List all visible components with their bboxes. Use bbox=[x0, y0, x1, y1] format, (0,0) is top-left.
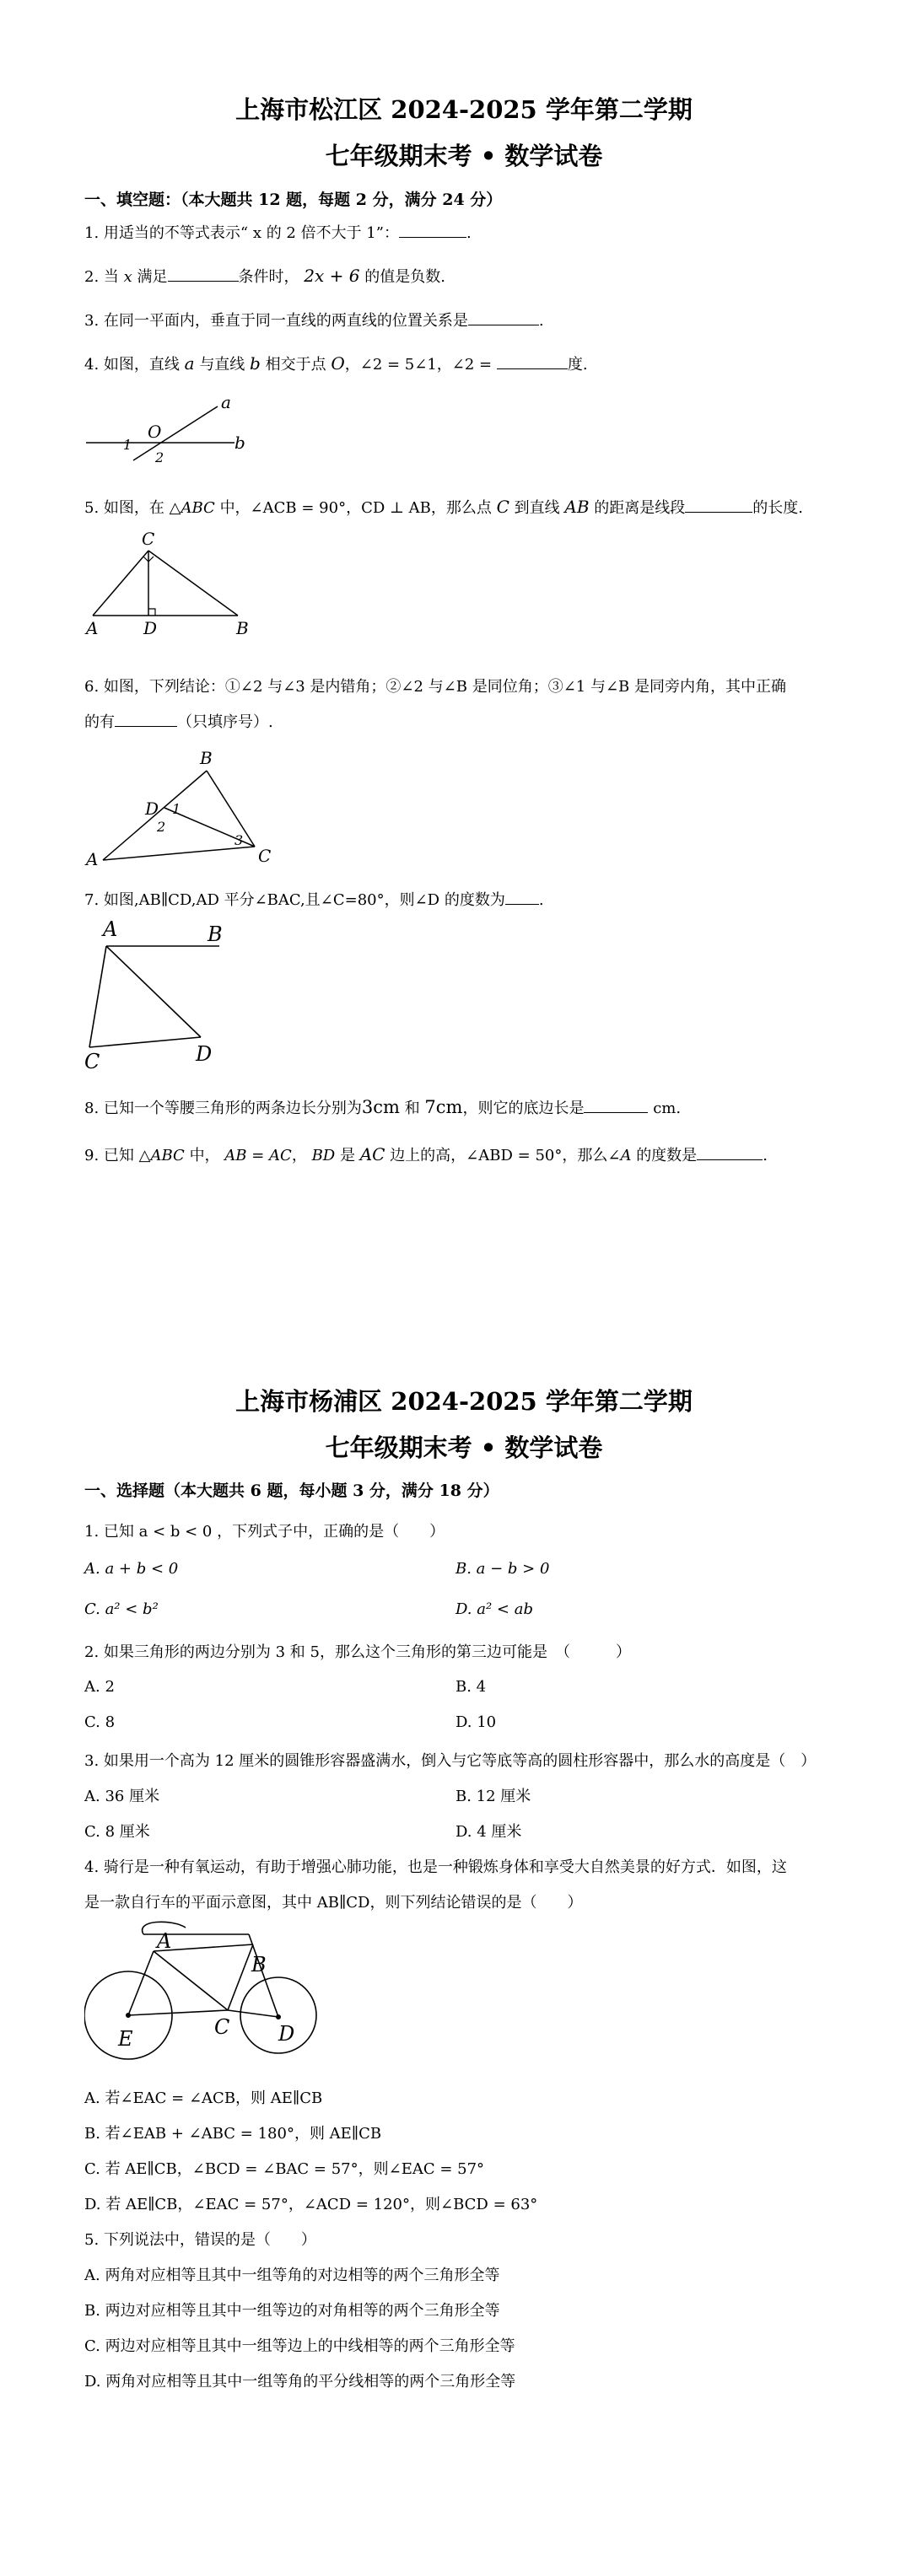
exam-title: 上海市松江区 2024-2025 学年第二学期 bbox=[235, 95, 693, 124]
fig6-label-3: 3 bbox=[234, 832, 244, 848]
fig6-label-2: 2 bbox=[157, 819, 166, 835]
question-3: 3. 如果用一个高为 12 厘米的圆锥形容器盛满水，倒入与它等底等高的圆柱形容器中，那么水的高度是（ ） bbox=[84, 1752, 817, 1770]
question-4-cont: 是一款自行车的平面示意图，其中 AB∥CD，则下列结论错误的是（ ） bbox=[84, 1894, 583, 1912]
option-c: C. a² < b² bbox=[84, 1600, 159, 1618]
fig7-label-C: C bbox=[84, 1050, 100, 1071]
option-c: C. 若 AE∥CB，∠BCD = ∠BAC = 57°，则∠EAC = 57° bbox=[84, 2160, 485, 2178]
question-2: 2. 如果三角形的两边分别为 3 和 5，那么这个三角形的第三边可能是 （ ） bbox=[84, 1643, 631, 1661]
bike-label-E: E bbox=[118, 2027, 133, 2051]
fig6-label-C: C bbox=[258, 846, 272, 866]
fig6-label-1: 1 bbox=[172, 801, 181, 817]
question-3: 3. 在同一平面内，垂直于同一直线的两直线的位置关系是 . bbox=[84, 312, 544, 330]
option-b: B. 若∠EAB + ∠ABC = 180°，则 AE∥CB bbox=[84, 2125, 382, 2143]
answer-blank bbox=[505, 904, 539, 905]
fig6-label-B: B bbox=[200, 748, 213, 768]
fig4-label-O: O bbox=[148, 422, 162, 442]
fig5-label-B: B bbox=[236, 618, 249, 638]
bike-label-C: C bbox=[214, 2015, 230, 2039]
option-b: B. 12 厘米 bbox=[456, 1788, 531, 1805]
answer-blank bbox=[115, 726, 177, 727]
exam-subtitle: 七年级期末考 • 数学试卷 bbox=[325, 1433, 603, 1462]
answer-blank bbox=[168, 281, 239, 282]
fig7-label-B: B bbox=[208, 922, 223, 946]
option-c: C. 两边对应相等且其中一组等边上的中线相等的两个三角形全等 bbox=[84, 2337, 515, 2355]
option-d: D. 两角对应相等且其中一组等角的平分线相等的两个三角形全等 bbox=[84, 2373, 516, 2390]
question-4: 4. 骑行是一种有氧运动，有助于增强心肺功能，也是一种锻炼身体和享受大自然美景的好方式．如图，这 bbox=[84, 1858, 787, 1876]
section-heading: 一、填空题：（本大题共 12 题，每题 2 分，满分 24 分） bbox=[84, 191, 503, 209]
option-b: B. a − b > 0 bbox=[456, 1560, 550, 1578]
question-7: 7. 如图,AB∥CD,AD 平分∠BAC,且∠C=80°，则∠D 的度数为 . bbox=[84, 891, 544, 909]
question-5: 5. 下列说法中，错误的是（ ） bbox=[84, 2231, 316, 2249]
bike-label-D: D bbox=[278, 2022, 295, 2046]
question-2: 2. 当 x 满足 条件时， 2x + 6 的值是负数. bbox=[84, 266, 445, 286]
question-6: 6. 如图，下列结论：①∠2 与∠3 是内错角；②∠2 与∠B 是同位角；③∠1 与∠B 是同旁内角，其中正确 bbox=[84, 678, 786, 696]
question-8: 8. 已知一个等腰三角形的两条边长分别为3cm 和 7cm，则它的底边长是 cm. bbox=[84, 1097, 682, 1117]
option-c: C. 8 厘米 bbox=[84, 1823, 150, 1841]
answer-blank bbox=[697, 1159, 763, 1160]
option-a: A. 两角对应相等且其中一组等角的对边相等的两个三角形全等 bbox=[84, 2267, 500, 2284]
fig4-label-1: 1 bbox=[123, 437, 132, 453]
fig4-label-a: a bbox=[221, 392, 231, 412]
fig6-label-A: A bbox=[86, 849, 99, 869]
question-9: 9. 已知 △ABC 中， AB = AC， BD 是 AC 边上的高，∠ABD = 50°，那么∠A 的度数是 . bbox=[84, 1144, 768, 1164]
fig5-label-C: C bbox=[142, 530, 155, 549]
fig4-label-b: b bbox=[234, 433, 245, 453]
option-c: C. 8 bbox=[84, 1713, 116, 1731]
fig4-label-2: 2 bbox=[155, 449, 164, 465]
fig7-label-A: A bbox=[103, 917, 118, 941]
exam-subtitle: 七年级期末考 • 数学试卷 bbox=[325, 142, 603, 170]
fig6-label-D: D bbox=[145, 799, 159, 819]
option-b: B. 4 bbox=[456, 1678, 487, 1696]
option-a: A. 36 厘米 bbox=[84, 1788, 160, 1805]
option-a: A. 若∠EAC = ∠ACB，则 AE∥CB bbox=[84, 2089, 323, 2107]
option-d: D. a² < ab bbox=[456, 1600, 533, 1618]
answer-blank bbox=[685, 512, 752, 513]
fig7-label-D: D bbox=[196, 1042, 213, 1066]
section-heading: 一、选择题（本大题共 6 题，每小题 3 分，满分 18 分） bbox=[84, 1482, 499, 1500]
question-5: 5. 如图，在 △ABC 中，∠ACB = 90°，CD ⊥ AB，那么点 C 到直线 AB 的距离是线段 的长度. bbox=[84, 497, 803, 517]
option-b: B. 两边对应相等且其中一组等边的对角相等的两个三角形全等 bbox=[84, 2302, 500, 2320]
fig5-label-D: D bbox=[143, 618, 158, 638]
question-6-cont: 的有 （只填序号）. bbox=[84, 713, 273, 731]
bike-label-B: B bbox=[251, 1953, 267, 1976]
question-4: 4. 如图，直线 a 与直线 b 相交于点 O，∠2 = 5∠1，∠2 = 度. bbox=[84, 353, 588, 374]
question-1: 1. 用适当的不等式表示“ x 的 2 倍不大于 1”： . bbox=[84, 224, 472, 242]
answer-blank bbox=[497, 368, 568, 369]
answer-blank bbox=[584, 1112, 648, 1113]
figure-q6 bbox=[84, 740, 287, 877]
exam-title: 上海市杨浦区 2024-2025 学年第二学期 bbox=[235, 1387, 693, 1416]
answer-blank bbox=[399, 237, 466, 238]
fig5-label-A: A bbox=[86, 618, 99, 638]
figure-q7 bbox=[84, 911, 287, 1071]
option-d: D. 10 bbox=[456, 1713, 497, 1731]
question-1: 1. 已知 a < b < 0 ，下列式子中，正确的是（ ） bbox=[84, 1523, 445, 1541]
option-a: A. a + b < 0 bbox=[84, 1560, 179, 1578]
option-a: A. 2 bbox=[84, 1678, 115, 1696]
figure-q5 bbox=[84, 530, 261, 641]
bike-label-A: A bbox=[157, 1929, 172, 1953]
option-d: D. 若 AE∥CB，∠EAC = 57°，∠ACD = 120°，则∠BCD = 63° bbox=[84, 2196, 538, 2213]
figure-bicycle bbox=[84, 1914, 337, 2074]
option-d: D. 4 厘米 bbox=[456, 1823, 522, 1841]
figure-q4 bbox=[84, 390, 253, 471]
